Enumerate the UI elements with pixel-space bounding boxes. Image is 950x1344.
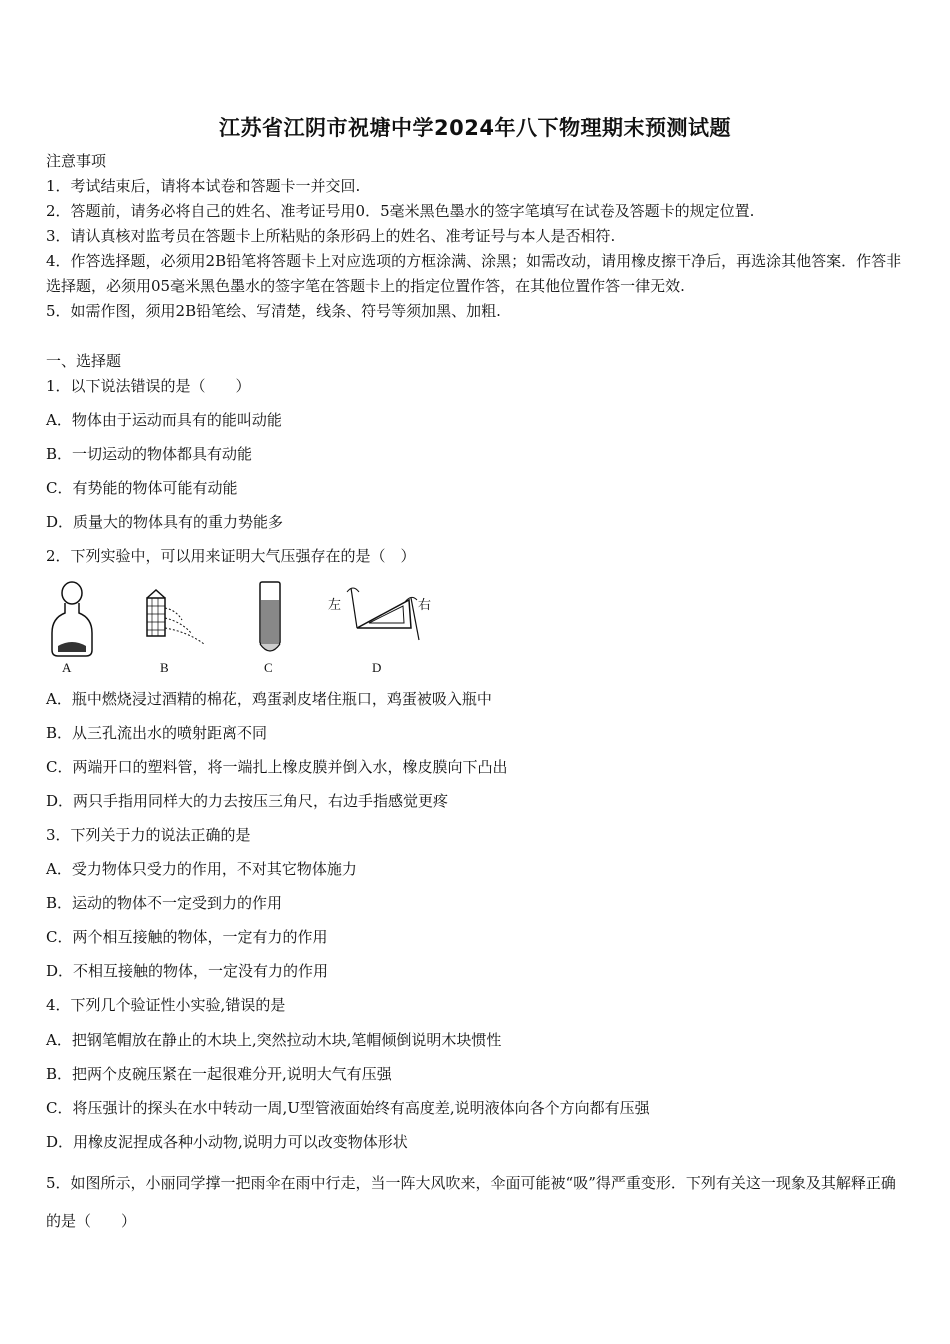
flask-egg-figure bbox=[46, 578, 98, 658]
notice-item: 2．答题前，请务必将自己的姓名、准考证号用0．5毫米黑色墨水的签字笔填写在试卷及答题卡的规定位置. bbox=[46, 202, 755, 220]
figure-text-right: 右 bbox=[418, 598, 432, 613]
option: B．运动的物体不一定受到力的作用 bbox=[46, 894, 283, 912]
question-stem: 2．下列实验中，可以用来证明大气压强存在的是（ ） bbox=[46, 547, 416, 565]
three-hole-container-figure bbox=[142, 578, 212, 658]
figure-label-d: D bbox=[372, 660, 382, 675]
question-stem: 5．如图所示，小丽同学撑一把雨伞在雨中行走，当一阵大风吹来，伞面可能被“吸”得严重变形．下列有关这一现象及其解释正确的是（ ） bbox=[46, 1174, 896, 1230]
notice-heading: 注意事项 bbox=[46, 152, 107, 170]
option: C．两端开口的塑料管，将一端扎上橡皮膜并倒入水，橡皮膜向下凸出 bbox=[46, 758, 508, 776]
question-stem: 3．下列关于力的说法正确的是 bbox=[46, 826, 251, 844]
notice-item: 5．如需作图，须用2B铅笔绘、写清楚，线条、符号等须加黑、加粗. bbox=[46, 302, 501, 320]
experiment-figures bbox=[42, 578, 462, 678]
tube-membrane-figure bbox=[254, 578, 286, 662]
option: C．两个相互接触的物体，一定有力的作用 bbox=[46, 928, 328, 946]
page-title: 江苏省江阴市祝塘中学2024年八下物理期末预测试题 bbox=[219, 116, 731, 140]
triangle-ruler-figure bbox=[327, 578, 447, 658]
option: A．瓶中燃烧浸过酒精的棉花，鸡蛋剥皮堵住瓶口，鸡蛋被吸入瓶中 bbox=[46, 690, 492, 708]
option: D．两只手指用同样大的力去按压三角尺，右边手指感觉更疼 bbox=[46, 792, 449, 810]
question-stem: 4．下列几个验证性小实验,错误的是 bbox=[46, 996, 286, 1014]
option: B．一切运动的物体都具有动能 bbox=[46, 445, 253, 463]
option: C．有势能的物体可能有动能 bbox=[46, 479, 238, 497]
section-heading: 一、选择题 bbox=[46, 352, 122, 370]
notice-item: 3．请认真核对监考员在答题卡上所粘贴的条形码上的姓名、准考证号与本人是否相符. bbox=[46, 227, 616, 245]
figure-label-a: A bbox=[62, 660, 72, 675]
option: D．用橡皮泥捏成各种小动物,说明力可以改变物体形状 bbox=[46, 1133, 408, 1151]
notice-item: 1．考试结束后，请将本试卷和答题卡一并交回. bbox=[46, 177, 361, 195]
option: C．将压强计的探头在水中转动一周,U型管液面始终有高度差,说明液体向各个方向都有压强 bbox=[46, 1099, 650, 1117]
figure-label-b: B bbox=[160, 660, 169, 675]
figure-text-left: 左 bbox=[328, 598, 342, 613]
option: D．质量大的物体具有的重力势能多 bbox=[46, 513, 284, 531]
option: A．物体由于运动而具有的能叫动能 bbox=[46, 411, 282, 429]
option: B．把两个皮碗压紧在一起很难分开,说明大气有压强 bbox=[46, 1065, 392, 1083]
option: A．把钢笔帽放在静止的木块上,突然拉动木块,笔帽倾倒说明木块惯性 bbox=[46, 1031, 502, 1049]
question-stem: 1．以下说法错误的是（ ） bbox=[46, 377, 251, 395]
option: D．不相互接触的物体，一定没有力的作用 bbox=[46, 962, 329, 980]
notice-item: 4．作答选择题，必须用2B铅笔将答题卡上对应选项的方框涂满、涂黑；如需改动，请用橡皮擦干净后，再选涂其他答案．作答非选择题，必须用05毫米黑色墨水的签字笔在答题卡上的指定位置作答，在其他位置作答一律无效. bbox=[46, 252, 902, 295]
figure-label-c: C bbox=[264, 660, 273, 675]
option: B．从三孔流出水的喷射距离不同 bbox=[46, 724, 268, 742]
option: A．受力物体只受力的作用，不对其它物体施力 bbox=[46, 860, 357, 878]
